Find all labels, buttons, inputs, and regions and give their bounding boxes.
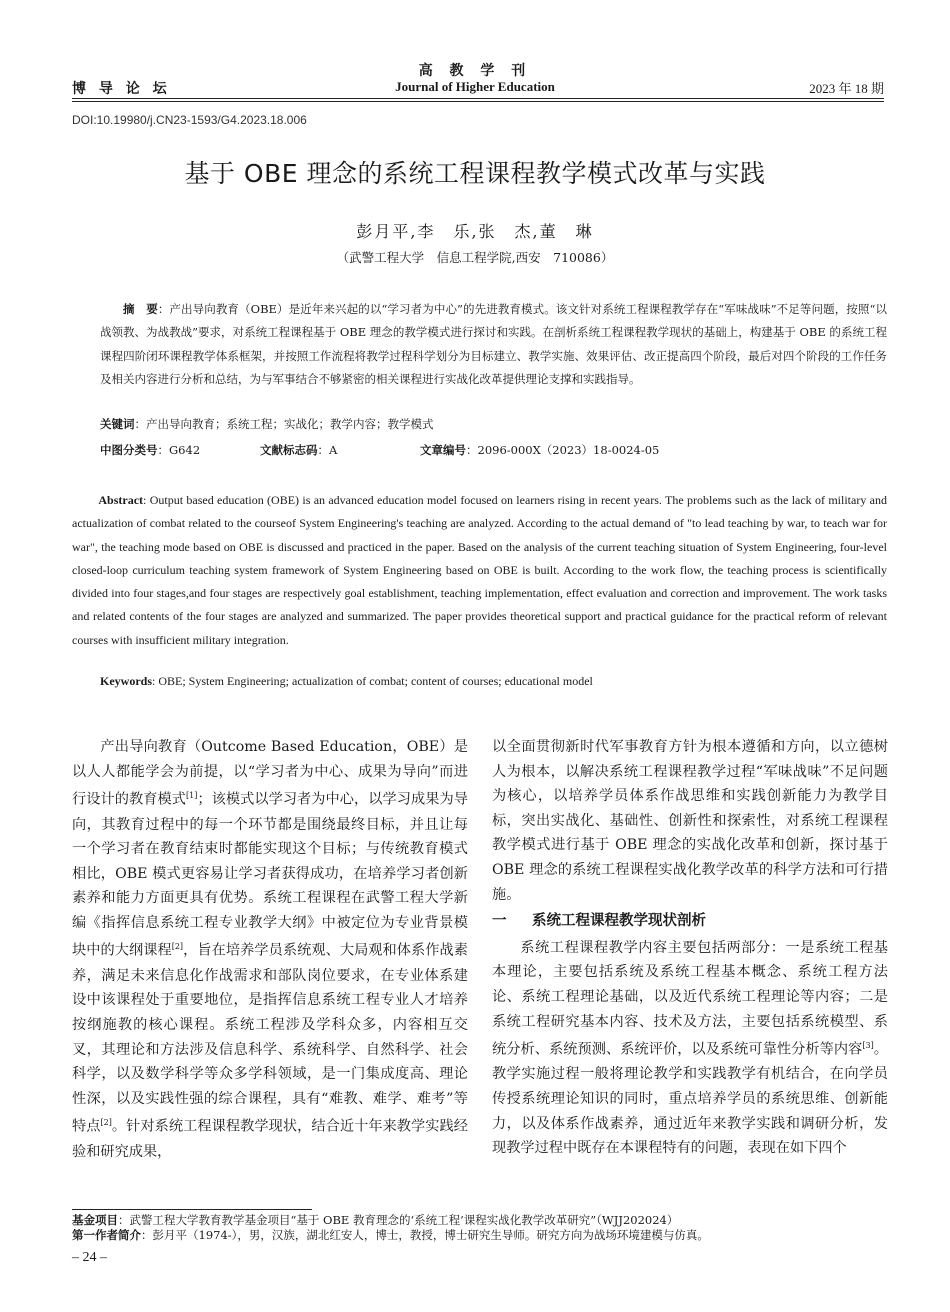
section-heading [492, 909, 888, 934]
keywords-cn-text: ：产出导向教育；系统工程；实战化；教学内容；教学模式 [134, 417, 434, 431]
clc-cell [100, 442, 260, 458]
abstract-en-label: Abstract [98, 493, 144, 507]
journal-title-en: Journal of Higher Education [395, 79, 555, 94]
citation-ref: [1] [185, 791, 198, 801]
citation-ref: [3] [862, 1041, 874, 1051]
header-rule-thin [72, 101, 884, 102]
body-paragraph: 以全面贯彻新时代军事教育方针为根本遵循和方向，以立德树人为根本，以解决系统工程课程教学过程“军味战味”不足问题为核心，以培养学员体系作战思维和实践创新能力为教学目标，突出实战化、基础性、创新性和探索性，对系统工程课程教学模式进行基于 OBE 理念的实战化改革和创新，探讨基于 OBE 理念的系统工程课程实战化教学改革的科学方法和可行措施。 [492, 739, 888, 903]
clc-value: ：G642 [157, 443, 201, 457]
text-run: 系统工程课程教学内容主要包括两部分：一是系统工程基本理论，主要包括系统及系统工程基本概念、系统工程方法论、系统工程理论基础，以及近代系统工程理论等内容；二是系统工程研究基本内容、技术及方法，主要包括系统模型、系统分析、系统预测、系统评价，以及系统可靠性分析等内容 [492, 939, 888, 1058]
issue-number: 2023 年 18 期 [809, 81, 884, 96]
author-bio-label: 第一作者简介 [72, 1228, 141, 1242]
keywords-en [100, 674, 593, 689]
abstract-cn-label: 摘 要 [123, 302, 158, 316]
abstract-en [72, 489, 887, 652]
keywords-en-text: : OBE; System Engineering; actualization of combat; content of courses; educational model [152, 674, 593, 688]
section-title: 系统工程课程教学现状剖析 [532, 913, 706, 930]
header-rule [72, 98, 884, 99]
article-number-label: 文章编号 [420, 443, 466, 457]
clc-label: 中图分类号 [100, 443, 158, 457]
body-left-column [72, 735, 468, 1164]
abstract-cn-text: ：产出导向教育（OBE）是近年来兴起的以“学习者为中心”的先进教育模式。该文针对系统工程课程教学存在“军味战味”不足等问题，按照“以战领教、为战教战”要求，对系统工程课程基于 OBE 理念的教学模式进行探讨和实践。在剖析系统工程课程教学现状的基础上，构建基于 OBE 的系统工程课程四阶闭环课程教学体系框架，并按照工作流程将教学过程科学划分为目标建立、教学实施、效果评估、改正提高四个阶段，最后对四个阶段的工作任务及相关内容进行分析和总结，为与军事结合不够紧密的相关课程进行实战化改革提供理论支撑和实践指导。 [100, 302, 887, 387]
footnote-rule [72, 1209, 312, 1210]
text-run: 。教学实施过程一般将理论教学和实践教学有机结合，在向学员传授系统理论知识的同时，重点培养学员的系统思维、创新能力，以及体系作战素养，通过近年来教学实践和调研分析，发现教学过程中既存在本课程特有的问题，表现在如下四个 [492, 1041, 888, 1157]
abstract-cn [100, 298, 887, 392]
keywords-en-label: Keywords [100, 674, 152, 688]
keywords-cn-label: 关键词 [100, 417, 135, 431]
keywords-cn [100, 416, 434, 432]
text-run: 。针对系统工程课程教学现状，结合近十年来教学实践经验和研究成果， [72, 1119, 468, 1160]
body-right-column [492, 735, 888, 1161]
journal-title-cn: 高 教 学 刊 [418, 63, 532, 79]
authors: 彭月平,李 乐,张 杰,董 琳 [356, 222, 594, 241]
text-run: ，旨在培养学员系统观、大局观和体系作战素养，满足未来信息化作战需求和部队岗位要求，在专业体系建设中该课程处于重要地位，是指挥信息系统工程专业人才培养按纲施教的核心课程。系统工程涉及学科众多，内容相互交叉，其理论和方法涉及信息科学、系统科学、自然科学、社会科学，以及数学科学等众多学科领域，是一门集成度高、理论性深，以及实践性强的综合课程，具有“难教、难学、难考”等特点 [72, 943, 468, 1136]
fund-label: 基金项目 [72, 1213, 118, 1227]
doc-code-value: ：A [317, 443, 338, 457]
section-number: 一 [492, 913, 507, 930]
doi: DOI:10.19980/j.CN23-1593/G4.2023.18.006 [72, 113, 307, 127]
doc-code-cell [260, 442, 420, 458]
author-footnote [72, 1228, 709, 1243]
page-number: – 24 – [72, 1250, 107, 1265]
abstract-en-text: : Output based education (OBE) is an advanced education model focused on learners rising in recent years. The problems such as the lack of military and actualization of combat related to the courseof System Engineering's teaching are analyzed. According to the actual demand of "to lead teaching by war, to teach war for war", the teaching mode based on OBE is discussed and practiced in the paper. Based on the analysis of the current teaching situation of System Engineering, four-level closed-loop curriculum teaching system framework of System Engineering based on OBE is built. According to the work flow, the teaching process is scientifically divided into four stages,and four stages are respectively goal establishment, teaching implementation, effect evaluation and correction and improvement. The work tasks and related contents of the four stages are analyzed and summarized. The paper provides theoretical support and practical guidance for the practical reform of relevant courses with insufficient military integration. [72, 493, 887, 647]
text-run: 产出导向教育（Outcome Based Education，OBE）是以人人都能学会为前提，以“学习者为中心、成果为导向”而进行设计的教育模式 [72, 739, 468, 808]
text-run: ；该模式以学习者为中心，以学习成果为导向，其教育过程中的每一个环节都是围绕最终目标，并且让每一个学习者在教育结束时都能实现这个目标；与传统教育模式相比，OBE 模式更容易让学习者获得成功，在培养学习者创新素养和能力方面更具有优势。系统工程课程在武警工程大学新编《指挥信息系统工程专业教学大纲》中被定位为专业背景模块中的大纲课程 [72, 791, 468, 960]
citation-ref: [2] [100, 1118, 112, 1128]
body-paragraph [492, 936, 888, 1161]
author-bio-text: ：彭月平（1974-），男，汉族，湖北红安人，博士，教授，博士研究生导师。研究方向为战场环境建模与仿真。 [141, 1228, 709, 1242]
column-name: 博 导 论 坛 [72, 81, 171, 97]
fund-footnote [72, 1213, 678, 1228]
classification-row [100, 442, 887, 458]
citation-ref: [2] [171, 942, 184, 952]
paper-title: 基于 OBE 理念的系统工程课程教学模式改革与实践 [184, 159, 766, 188]
fund-text: ：武警工程大学教育教学基金项目“基于 OBE 教育理念的‘系统工程’课程实战化教学改革研究”（WJJ202024） [118, 1213, 679, 1227]
article-number-cell [420, 442, 659, 458]
affiliation: （武警工程大学 信息工程学院,西安 710086） [336, 250, 614, 265]
doc-code-label: 文献标志码 [260, 443, 318, 457]
article-number-value: ：2096-000X（2023）18-0024-05 [466, 443, 660, 457]
body-paragraph [72, 735, 468, 1164]
